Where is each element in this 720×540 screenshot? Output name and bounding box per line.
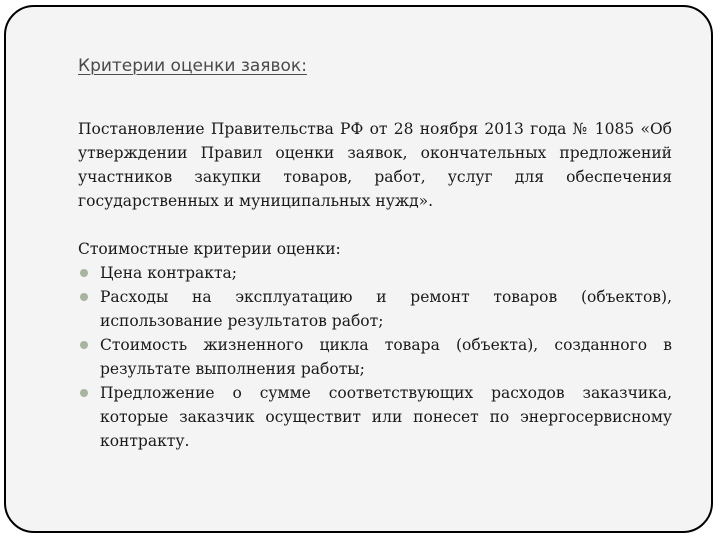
circle-bullet-icon [80, 341, 88, 349]
criteria-item [78, 261, 672, 285]
slide-content [78, 117, 672, 453]
circle-bullet-icon [80, 389, 88, 397]
slide-title: Критерии оценки заявок: [78, 56, 307, 76]
criteria-list [78, 261, 672, 453]
regulation-paragraph: Постановление Правительства РФ от 28 ноября 2013 года № 1085 «Об утверждении Правил оценки заявок, окончательных предложений участников закупки товаров, работ, услуг для обеспечения государственных и муниципальных нужд». [78, 120, 672, 210]
criteria-item [78, 381, 672, 453]
circle-bullet-icon [80, 293, 88, 301]
criteria-item-text: Цена контракта; [100, 264, 238, 282]
criteria-item-text: Расходы на эксплуатацию и ремонт товаров (объектов), использование результатов работ; [100, 288, 672, 330]
criteria-item-text: Предложение о сумме соответствующих расходов заказчика, которые заказчик осуществит или понесет по энергосервисному контракту. [100, 384, 672, 450]
criteria-item-text: Стоимость жизненного цикла товара (объекта), созданного в результате выполнения работы; [100, 336, 672, 378]
circle-bullet-icon [80, 269, 88, 277]
criteria-item [78, 285, 672, 333]
criteria-item [78, 333, 672, 381]
criteria-label: Стоимостные критерии оценки: [78, 240, 341, 258]
